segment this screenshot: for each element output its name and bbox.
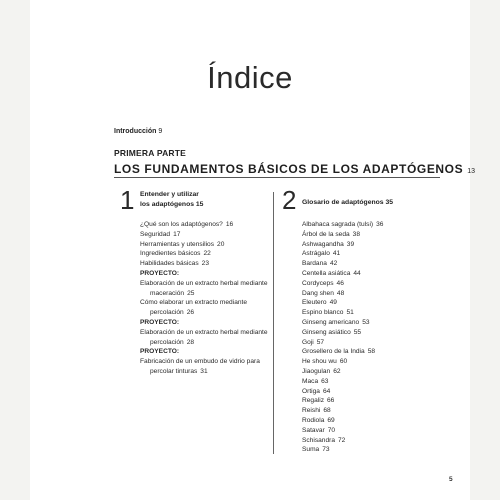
- toc-entry[interactable]: [302, 387, 432, 397]
- toc-entry-text: ¿Qué son los adaptógenos?: [140, 221, 223, 228]
- toc-entry[interactable]: [140, 328, 270, 348]
- toc-entry-page: 38: [352, 230, 360, 238]
- project-label: [140, 269, 270, 279]
- toc-entry[interactable]: [302, 240, 432, 250]
- column-divider: [273, 192, 274, 454]
- chapter-1-entries: [120, 220, 270, 377]
- chapter-1-heading: [120, 185, 270, 219]
- chapter-2-entries: [282, 220, 432, 455]
- toc-entry-page: 70: [327, 426, 336, 434]
- toc-entry-text: Espino blanco: [302, 309, 344, 317]
- toc-entry-page: 55: [353, 328, 362, 336]
- toc-entry[interactable]: [140, 357, 270, 377]
- chapter-2-number: 2: [282, 185, 297, 215]
- toc-entry-text: He shou wu: [302, 358, 337, 366]
- toc-entry[interactable]: [140, 249, 270, 259]
- toc-entry-page: 23: [201, 260, 209, 268]
- toc-entry-text: PROYECTO:: [140, 348, 180, 356]
- toc-entry[interactable]: [302, 377, 432, 387]
- toc-entry-text: Bardana: [302, 260, 327, 268]
- toc-entry-page: 53: [362, 318, 370, 326]
- part-title-text: LOS FUNDAMENTOS BÁSICOS DE LOS ADAPTÓGENOS: [114, 162, 464, 176]
- toc-entry-text: Centella asiática: [302, 269, 351, 277]
- toc-entry-page: 73: [322, 446, 330, 454]
- toc-entry[interactable]: [302, 308, 432, 318]
- toc-entry-text: Grosellero de la India: [302, 348, 365, 356]
- chapter-1-title[interactable]: [140, 190, 203, 210]
- toc-entry[interactable]: [302, 436, 432, 446]
- toc-entry[interactable]: [302, 338, 432, 348]
- toc-entry[interactable]: [302, 289, 432, 299]
- toc-entry[interactable]: [302, 318, 432, 328]
- toc-entry[interactable]: [302, 347, 432, 357]
- toc-entry-page: 42: [329, 260, 338, 268]
- toc-entry-page: 39: [346, 240, 355, 248]
- toc-entry-page: 46: [336, 279, 344, 287]
- toc-entry-text: Elaboración de un extracto herbal mediante maceración: [140, 279, 268, 297]
- toc-entry-page: 68: [323, 407, 331, 415]
- part-title: [114, 162, 475, 176]
- chapter-1-column: [120, 185, 270, 377]
- chapter-1-title-line2: los adaptógenos: [140, 201, 195, 208]
- page-number: 5: [449, 476, 453, 483]
- toc-entry-text: Schisandra: [302, 436, 335, 444]
- toc-entry-page: 66: [327, 397, 335, 405]
- toc-entry-page: 44: [353, 269, 361, 277]
- toc-entry-text: Cordyceps: [302, 279, 334, 287]
- project-label: [140, 347, 270, 357]
- book-page: [30, 0, 476, 500]
- toc-entry-page: 22: [203, 250, 211, 258]
- intro-entry[interactable]: [114, 128, 162, 135]
- intro-page: 9: [158, 128, 163, 135]
- toc-entry-text: Jiaogulan: [302, 367, 331, 375]
- part-title-page: 13: [467, 168, 476, 175]
- toc-entry[interactable]: [302, 259, 432, 269]
- toc-entry-page: 51: [346, 309, 354, 317]
- toc-entry[interactable]: [302, 279, 432, 289]
- toc-entry[interactable]: [302, 230, 432, 240]
- toc-entry-text: Árbol de la seda: [302, 230, 350, 238]
- toc-entry-text: PROYECTO:: [140, 269, 180, 277]
- toc-entry-page: 17: [173, 230, 181, 238]
- toc-entry[interactable]: [302, 298, 432, 308]
- toc-entry[interactable]: [302, 445, 432, 455]
- toc-entry-text: Ginseng americano: [302, 318, 360, 326]
- toc-entry-page: 57: [316, 338, 325, 346]
- toc-entry-text: Regaliz: [302, 397, 324, 405]
- chapter-1-number: 1: [120, 185, 135, 215]
- toc-entry-text: Reishi: [302, 407, 321, 415]
- toc-entry-page: 72: [338, 436, 346, 444]
- toc-entry-page: 48: [336, 289, 345, 297]
- part-label: PRIMERA PARTE: [114, 148, 187, 158]
- toc-entry[interactable]: [302, 426, 432, 436]
- toc-entry-page: 16: [225, 221, 234, 228]
- chapter-2-heading: [282, 185, 432, 219]
- chapter-2-page: 35: [385, 199, 394, 206]
- toc-entry[interactable]: [302, 249, 432, 259]
- toc-entry-page: 28: [186, 338, 195, 346]
- toc-entry-text: PROYECTO:: [140, 318, 180, 326]
- toc-entry-text: Albahaca sagrada (tulsi): [302, 221, 374, 228]
- toc-entry-page: 63: [321, 377, 329, 385]
- toc-entry-text: Ingredientes básicos: [140, 250, 201, 258]
- toc-entry-text: Goji: [302, 338, 314, 346]
- toc-entry[interactable]: [140, 220, 270, 230]
- toc-entry-page: 62: [333, 367, 341, 375]
- toc-entry-text: Satavar: [302, 426, 325, 434]
- toc-entry[interactable]: [302, 357, 432, 367]
- toc-entry-text: Astrágalo: [302, 250, 330, 258]
- toc-entry[interactable]: [140, 279, 270, 299]
- toc-entry-text: Eleutero: [302, 299, 327, 307]
- project-label: [140, 318, 270, 328]
- toc-entry-text: Rodiola: [302, 416, 325, 424]
- toc-entry-text: Habilidades básicas: [140, 260, 199, 268]
- toc-entry-text: Fabricación de un embudo de vidrio para percolar tinturas: [140, 358, 260, 375]
- chapter-2-title-line1: Glosario de adaptógenos: [302, 199, 384, 206]
- toc-entry-page: 41: [332, 250, 341, 258]
- toc-entry-text: Ortiga: [302, 387, 320, 395]
- chapter-1-title-line1: Entender y utilizar: [140, 191, 199, 198]
- toc-entry-page: 49: [329, 299, 337, 307]
- toc-entry-text: Seguridad: [140, 230, 171, 238]
- toc-entry[interactable]: [302, 367, 432, 377]
- toc-entry-page: 69: [327, 416, 335, 424]
- toc-entry[interactable]: [140, 298, 270, 318]
- toc-entry-text: Ashwagandha: [302, 240, 344, 248]
- toc-entry-text: Ginseng asiático: [302, 328, 351, 336]
- toc-entry-page: 20: [217, 240, 225, 248]
- page-title: Índice: [207, 60, 293, 95]
- intro-label: Introducción: [114, 128, 157, 135]
- chapter-1-page: 15: [195, 201, 204, 208]
- chapter-2-title[interactable]: [302, 198, 393, 208]
- toc-entry-page: 25: [187, 289, 195, 297]
- toc-entry[interactable]: [302, 220, 432, 230]
- toc-entry-page: 64: [322, 387, 331, 395]
- toc-entry-text: Herramientas y utensilios: [140, 240, 215, 248]
- toc-entry-page: 26: [186, 309, 195, 317]
- toc-entry[interactable]: [140, 240, 270, 250]
- toc-entry-page: 31: [200, 367, 208, 375]
- toc-entry-text: Dang shen: [302, 289, 334, 297]
- toc-entry[interactable]: [140, 259, 270, 269]
- toc-entry[interactable]: [140, 230, 270, 240]
- toc-entry[interactable]: [302, 269, 432, 279]
- toc-entry-text: Cómo elaborar un extracto mediante percolación: [140, 299, 248, 317]
- toc-entry[interactable]: [302, 406, 432, 416]
- toc-entry-text: Elaboración de un extracto herbal mediante percolación: [140, 328, 268, 346]
- toc-entry-page: 36: [376, 221, 384, 228]
- chapter-2-column: [282, 185, 432, 455]
- toc-entry-page: 58: [367, 348, 376, 356]
- toc-entry[interactable]: [302, 396, 432, 406]
- toc-entry-text: Suma: [302, 446, 320, 454]
- toc-entry[interactable]: [302, 328, 432, 338]
- toc-entry[interactable]: [302, 416, 432, 426]
- part-rule: [114, 177, 440, 178]
- toc-entry-text: Maca: [302, 377, 319, 385]
- toc-entry-page: 60: [339, 358, 348, 366]
